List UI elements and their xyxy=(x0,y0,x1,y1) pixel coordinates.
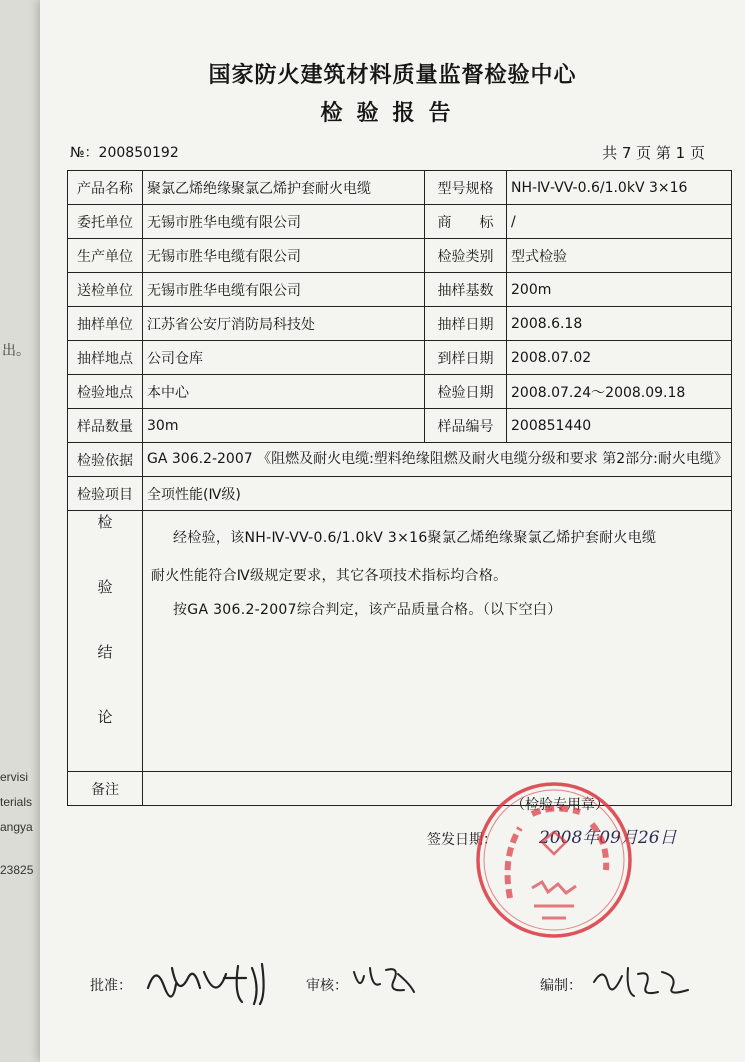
model-label: 型号规格 xyxy=(425,171,507,205)
client-label: 委托单位 xyxy=(68,205,143,239)
adjacent-page-edge xyxy=(0,0,40,1062)
sign-date-handwritten: 2008年09月26日 xyxy=(539,828,677,848)
compile-label: 编制： xyxy=(540,978,582,994)
table-row xyxy=(68,273,732,307)
sample-base-label: 抽样基数 xyxy=(425,273,507,307)
submitter-label: 送检单位 xyxy=(68,273,143,307)
table-row xyxy=(68,341,732,375)
test-type-label: 检验类别 xyxy=(425,239,507,273)
product-name-label: 产品名称 xyxy=(68,171,143,205)
edge-fragment-2: terials xyxy=(0,795,33,809)
edge-fragment-char: 出。 xyxy=(2,342,30,358)
conclusion-paragraph-3: 按GA 306.2-2007综合判定，该产品质量合格。（以下空白） xyxy=(173,602,562,618)
remark-label: 备注 xyxy=(68,772,143,806)
items-label xyxy=(68,477,143,511)
report-subtitle: 检验报告 xyxy=(320,101,465,126)
conclusion-body xyxy=(143,511,732,848)
table-row xyxy=(68,443,732,477)
test-type-value: 型式检验 xyxy=(507,239,732,273)
compiler-signature xyxy=(588,962,698,1002)
report-number: №：200850192 xyxy=(70,145,179,161)
report-title: 国家防火建筑材料质量监督检验中心 xyxy=(208,63,577,88)
conclusion-char-3: 结 xyxy=(97,643,113,661)
brand-label: 商 标 xyxy=(425,205,507,239)
sample-base-value: 200m xyxy=(507,273,732,307)
test-place-label: 检验地点 xyxy=(68,375,143,409)
reviewer-signature xyxy=(350,962,420,998)
conclusion-paragraph-2: 耐火性能符合Ⅳ级规定要求，其它各项技术指标均合格。 xyxy=(151,568,508,584)
sampler-value: 江苏省公安厅消防局科技处 xyxy=(143,307,425,341)
seal-note: （检验专用章） xyxy=(511,797,609,813)
items-value: 全项性能(Ⅳ级) xyxy=(143,477,732,511)
manufacturer-value: 无锡市胜华电缆有限公司 xyxy=(143,239,425,273)
basis-label: 检验依据 xyxy=(68,443,143,477)
table-row xyxy=(68,511,732,772)
arrival-date-value: 2008.07.02 xyxy=(507,341,732,375)
conclusion-char-1: 检 xyxy=(97,513,113,531)
remark-value xyxy=(143,772,732,806)
table-row xyxy=(68,375,732,409)
brand-value: / xyxy=(507,205,732,239)
basis-value: GA 306.2-2007 《阻燃及耐火电缆:塑料绝缘阻燃及耐火电缆分级和要求 第2部分:耐火电缆》 xyxy=(143,443,732,477)
quantity-label: 样品数量 xyxy=(68,409,143,443)
sign-date-label: 签发日期： xyxy=(427,832,497,848)
quantity-value: 30m xyxy=(143,409,425,443)
conclusion-char-4: 论 xyxy=(97,708,113,726)
test-date-value: 2008.07.24～2008.09.18 xyxy=(507,375,732,409)
inspection-seal-stamp xyxy=(472,778,636,942)
model-value: NH-Ⅳ-VV-0.6/1.0kV 3×16 xyxy=(507,171,732,205)
product-name-value: 聚氯乙烯绝缘聚氯乙烯护套耐火电缆 xyxy=(143,171,425,205)
table-row xyxy=(68,205,732,239)
approver-signature xyxy=(142,958,282,1008)
test-date-label: 检验日期 xyxy=(425,375,507,409)
conclusion-paragraph-1: 经检验，该NH-Ⅳ-VV-0.6/1.0kV 3×16聚氯乙烯绝缘聚氯乙烯护套耐火电缆 xyxy=(173,530,657,546)
sample-date-value: 2008.6.18 xyxy=(507,307,732,341)
manufacturer-label: 生产单位 xyxy=(68,239,143,273)
edge-fragment-3: angya xyxy=(0,820,33,834)
table-row xyxy=(68,307,732,341)
table-row xyxy=(68,409,732,443)
items-label-text: 检验项目 xyxy=(77,486,133,503)
sampler-label: 抽样单位 xyxy=(68,307,143,341)
sample-place-label: 抽样地点 xyxy=(68,341,143,375)
sample-no-value: 200851440 xyxy=(507,409,732,443)
table-row xyxy=(68,171,732,205)
sample-date-label: 抽样日期 xyxy=(425,307,507,341)
sample-place-value: 公司仓库 xyxy=(143,341,425,375)
arrival-date-label: 到样日期 xyxy=(425,341,507,375)
report-table xyxy=(67,170,732,848)
table-row xyxy=(68,477,732,511)
edge-fragment-4: 23825 xyxy=(0,863,34,877)
conclusion-char-2: 验 xyxy=(97,578,113,596)
conclusion-label xyxy=(68,511,143,772)
submitter-value: 无锡市胜华电缆有限公司 xyxy=(143,273,425,307)
sample-no-label: 样品编号 xyxy=(425,409,507,443)
edge-fragment-1: ervisi xyxy=(0,770,29,784)
test-place-value: 本中心 xyxy=(143,375,425,409)
table-row xyxy=(68,239,732,273)
review-label: 审核： xyxy=(306,978,348,994)
client-value: 无锡市胜华电缆有限公司 xyxy=(143,205,425,239)
approve-label: 批准： xyxy=(90,978,132,994)
page-count: 共 7 页 第 1 页 xyxy=(602,144,705,162)
